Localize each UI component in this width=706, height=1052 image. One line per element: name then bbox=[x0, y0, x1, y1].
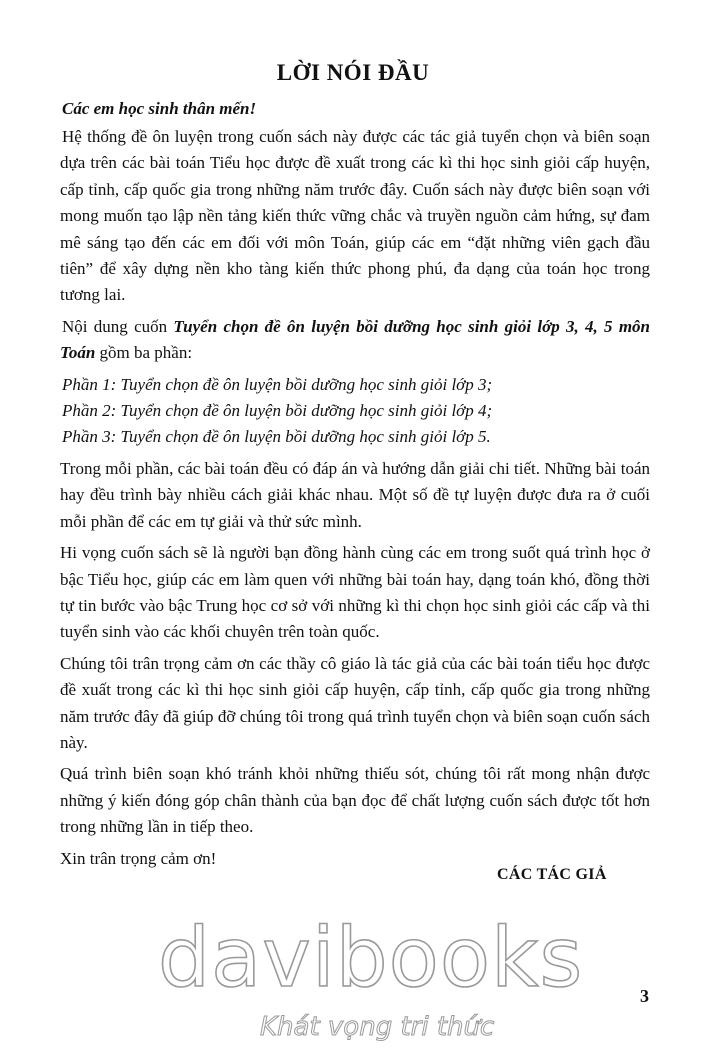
signature: CÁC TÁC GIẢ bbox=[497, 866, 607, 883]
watermark-logo: davibooks bbox=[158, 911, 584, 1006]
book-title: Tuyển chọn đề ôn luyện bồi dưỡng học sinh giỏi lớp 3, 4, 5 môn Toán bbox=[60, 316, 651, 363]
contents-prefix: Nội dung cuốn bbox=[62, 316, 174, 336]
parts-list bbox=[60, 372, 650, 451]
watermark-slogan: Khát vọng tri thức bbox=[260, 1012, 495, 1042]
paragraph-contents bbox=[60, 314, 650, 367]
paragraph: Hi vọng cuốn sách sẽ là người bạn đồng hành cùng các em trong suốt quá trình học ở bậc Tiểu học, giúp các em làm quen với những bài toán hay, dạng toán khó, đồng thời tự tin bước vào bậc Trung học cơ sở với những kì thi chọn học sinh giỏi các cấp và thi tuyển sinh vào các khối chuyên trên toàn quốc. bbox=[60, 543, 650, 642]
preface-body bbox=[60, 124, 650, 877]
contents-suffix: gồm ba phần: bbox=[95, 343, 193, 363]
paragraph: Hệ thống đề ôn luyện trong cuốn sách này được các tác giả tuyển chọn và biên soạn dựa trên các bài toán Tiểu học được đề xuất trong các kì thi học sinh giỏi cấp huyện, cấp tỉnh, cấp quốc gia trong những năm trước đây. Cuốn sách này được biên soạn với mong muốn tạo lập nền tảng kiến thức vững chắc và truyền nguồn cảm hứng, sự đam mê sáng tạo đến các em đối với môn Toán, giúp các em “đặt những viên gạch đầu tiên” để xây dựng nền kho tàng kiến thức phong phú, đa dạng của toán học trong tương lai. bbox=[60, 127, 650, 305]
closing-line: Xin trân trọng cảm ơn! bbox=[60, 848, 217, 868]
paragraph: Quá trình biên soạn khó tránh khỏi những thiếu sót, chúng tôi rất mong nhận được những ý kiến đóng góp chân thành của bạn đọc để chất lượng cuốn sách được tốt hơn trong những lần in tiếp theo. bbox=[60, 764, 650, 837]
page-number: 3 bbox=[640, 986, 649, 1006]
list-item: Phần 2: Tuyển chọn đề ôn luyện bồi dưỡng học sinh giỏi lớp 4; bbox=[62, 401, 493, 421]
greeting: Các em học sinh thân mến! bbox=[62, 99, 257, 118]
list-item: Phần 3: Tuyển chọn đề ôn luyện bồi dưỡng học sinh giỏi lớp 5. bbox=[62, 427, 491, 447]
page-title: LỜI NÓI ĐẦU bbox=[276, 60, 430, 85]
list-item: Phần 1: Tuyển chọn đề ôn luyện bồi dưỡng học sinh giỏi lớp 3; bbox=[62, 374, 493, 394]
paragraph: Chúng tôi trân trọng cảm ơn các thầy cô giáo là tác giả của các bài toán tiểu học được đề xuất trong các kì thi học sinh giỏi cấp huyện, cấp tỉnh, cấp quốc gia trong những năm trước đây đã giúp đỡ chúng tôi trong quá trình tuyển chọn và biên soạn cuốn sách này. bbox=[60, 653, 650, 752]
paragraph: Trong mỗi phần, các bài toán đều có đáp án và hướng dẫn giải chi tiết. Những bài toán hay đều trình bày nhiều cách giải khác nhau. Một số đề tự luyện được đưa ra ở cuối mỗi phần để các em tự giải và thử sức mình. bbox=[60, 458, 650, 531]
